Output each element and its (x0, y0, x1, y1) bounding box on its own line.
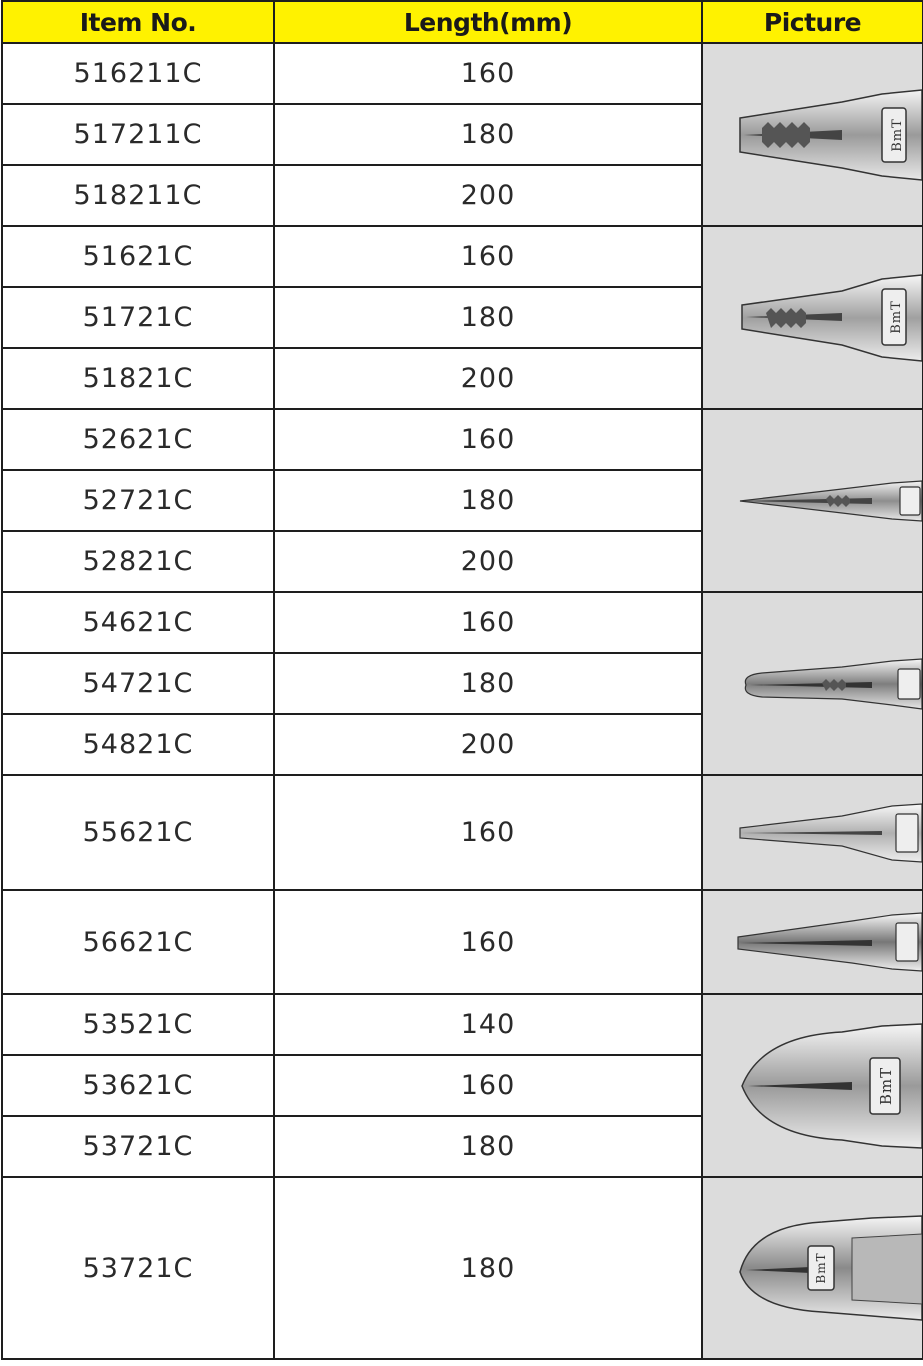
table-row (2, 1177, 923, 1359)
long-nose-pliers-picture (702, 409, 923, 592)
table-row (2, 775, 923, 890)
item-number: 51721C (2, 287, 274, 348)
header-item-no: Item No. (2, 1, 274, 43)
item-number: 53721C (2, 1116, 274, 1177)
table-row (2, 890, 923, 994)
lineman-pliers-picture (702, 226, 923, 409)
item-number: 52721C (2, 470, 274, 531)
item-number: 518211C (2, 165, 274, 226)
length-value: 160 (274, 226, 702, 287)
length-value: 160 (274, 409, 702, 470)
heavy-duty-diagonal-pliers-picture (702, 1177, 923, 1359)
diagonal-cutting-pliers-picture (702, 994, 923, 1177)
length-value: 180 (274, 287, 702, 348)
bent-nose-pliers-picture (702, 592, 923, 775)
length-value: 200 (274, 531, 702, 592)
header-length: Length(mm) (274, 1, 702, 43)
length-value: 140 (274, 994, 702, 1055)
item-number: 52821C (2, 531, 274, 592)
length-value: 160 (274, 1055, 702, 1116)
length-value: 160 (274, 775, 702, 890)
table-row (2, 226, 923, 287)
lineman-pliers-icon (722, 263, 922, 373)
item-number: 54621C (2, 592, 274, 653)
item-number: 53721C (2, 1177, 274, 1359)
product-table (1, 0, 923, 1360)
item-number: 53621C (2, 1055, 274, 1116)
length-value: 180 (274, 653, 702, 714)
item-number: 517211C (2, 104, 274, 165)
header-row (2, 1, 923, 43)
table-row (2, 409, 923, 470)
table-row (2, 994, 923, 1055)
header-picture: Picture (702, 1, 923, 43)
item-number: 56621C (2, 890, 274, 994)
item-number: 54821C (2, 714, 274, 775)
length-value: 160 (274, 890, 702, 994)
svg-text:BmT: BmT (877, 1066, 895, 1105)
table-row (2, 43, 923, 104)
item-number: 516211C (2, 43, 274, 104)
round-nose-pliers-icon (722, 907, 922, 977)
item-number: 51621C (2, 226, 274, 287)
item-number: 55621C (2, 775, 274, 890)
item-number: 54721C (2, 653, 274, 714)
svg-text:BmT: BmT (814, 1252, 828, 1284)
item-number: 53521C (2, 994, 274, 1055)
length-value: 180 (274, 104, 702, 165)
svg-text:BmT: BmT (889, 299, 904, 334)
heavy-duty-diagonal-pliers-icon (722, 1208, 922, 1328)
combination-pliers-picture (702, 43, 923, 226)
long-nose-pliers-icon (722, 471, 922, 531)
svg-text:BmT: BmT (890, 117, 905, 152)
length-value: 200 (274, 714, 702, 775)
length-value: 200 (274, 165, 702, 226)
length-value: 200 (274, 348, 702, 409)
flat-nose-pliers-icon (722, 798, 922, 868)
length-value: 180 (274, 1116, 702, 1177)
diagonal-cutting-pliers-icon (722, 1016, 922, 1156)
flat-nose-pliers-picture (702, 775, 923, 890)
bent-nose-pliers-icon (722, 649, 922, 719)
item-number: 52621C (2, 409, 274, 470)
table-row (2, 592, 923, 653)
length-value: 180 (274, 1177, 702, 1359)
item-number: 51821C (2, 348, 274, 409)
length-value: 160 (274, 592, 702, 653)
length-value: 180 (274, 470, 702, 531)
combination-pliers-icon (722, 80, 922, 190)
round-nose-pliers-picture (702, 890, 923, 994)
length-value: 160 (274, 43, 702, 104)
